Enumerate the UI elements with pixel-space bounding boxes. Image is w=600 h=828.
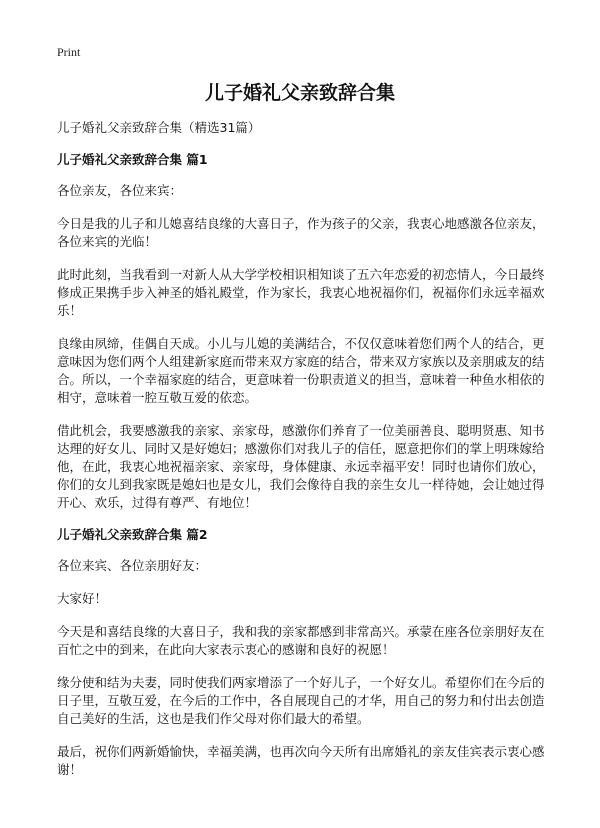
document-title: 儿子婚礼父亲致辞合集 bbox=[204, 82, 395, 104]
section-2 bbox=[57, 527, 553, 779]
section-1 bbox=[57, 152, 553, 512]
document-body bbox=[57, 120, 553, 794]
paragraph: 借此机会，我要感激我的亲家、亲家母，感激你们养育了一位美丽善良、聪明贤惠、知书达理的好女儿、同时又是好媳妇；感激你们对我儿子的信任，愿意把你们的掌上明珠嫁给他，在此，我衷心地祝福亲家、亲家母，身体健康、永远幸福平安！同时也请你们放心，你们的女儿到我家既是媳妇也是女儿，我们会像待自我的亲生女儿一样待她，会让她过得开心、欢乐，过得有尊严、有地位！ bbox=[57, 423, 545, 510]
paragraph: 大家好！ bbox=[57, 591, 108, 606]
paragraph: 最后，祝你们两新婚愉快，幸福美满，也再次向今天所有出席婚礼的亲友佳宾表示衷心感谢！ bbox=[57, 744, 545, 777]
paragraph: 各位来宾、各位亲朋好友： bbox=[57, 558, 208, 573]
paragraph: 各位亲友，各位来宾： bbox=[57, 183, 183, 198]
section-heading: 儿子婚礼父亲致辞合集 篇1 bbox=[57, 152, 208, 167]
paragraph: 缘分使和结为夫妻，同时使我们两家增添了一个好儿子，一个好女儿。希望你们在今后的日子里，互敬互爱，在今后的工作中，各自展现自己的才华，用自己的努力和付出去创造自己美好的生活，这也是我们作父母对你们最大的希望。 bbox=[57, 675, 545, 726]
paragraph: 良缘由夙缔，佳偶自天成。小儿与儿媳的美满结合，不仅仅意味着您们两个人的结合，更意味因为您们两个人组建新家庭而带来双方家庭的结合，带来双方家族以及亲朋戚友的结合。所以，一个幸福家庭的结合，更意味着一份职责道义的担当，意味着一种鱼水相依的相守，意味着一腔互敬互爱的依恋。 bbox=[57, 336, 545, 405]
document-subtitle: 儿子婚礼父亲致辞合集（精选31篇） bbox=[57, 120, 261, 135]
section-heading: 儿子婚礼父亲致辞合集 篇2 bbox=[57, 527, 208, 542]
paragraph: 此时此刻，当我看到一对新人从大学学校相识相知谈了五六年恋爱的初恋情人，今日最终修成正果携手步入神圣的婚礼殿堂，作为家长，我衷心地祝福你们，祝福你们永远幸福欢乐！ bbox=[57, 267, 545, 318]
paragraph: 今天是和喜结良缘的大喜日子，我和我的亲家都感到非常高兴。承蒙在座各位亲朋好友在百忙之中的到来，在此向大家表示衷心的感谢和良好的祝愿！ bbox=[57, 624, 545, 657]
print-link[interactable]: Print bbox=[57, 45, 81, 59]
paragraph: 今日是我的儿子和儿媳喜结良缘的大喜日子，作为孩子的父亲，我衷心地感激各位亲友，各位来宾的光临！ bbox=[57, 216, 545, 249]
